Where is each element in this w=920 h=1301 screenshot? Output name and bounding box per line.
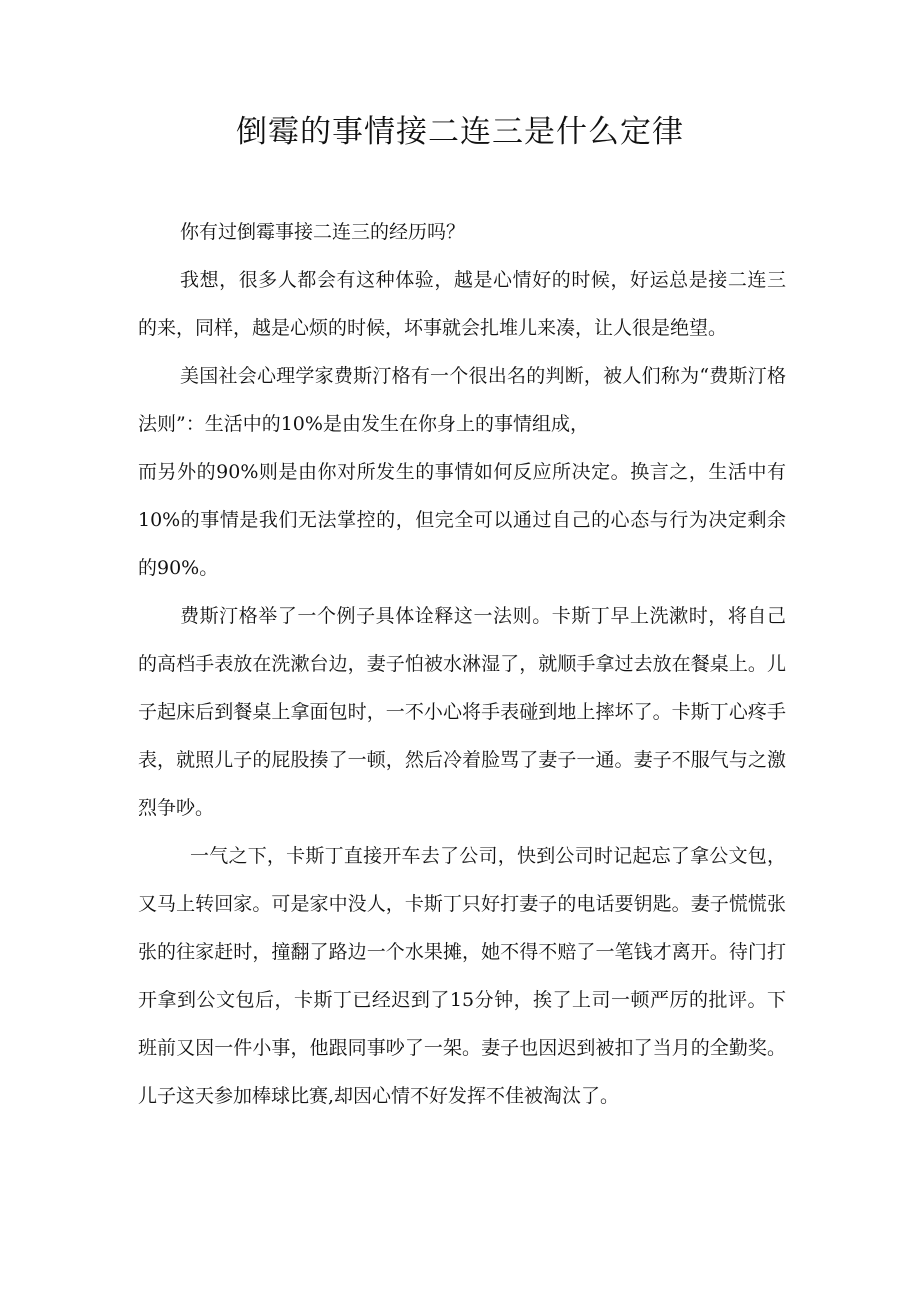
paragraph-3: 美国社会心理学家费斯汀格有一个很出名的判断，被人们称为“费斯汀格法则”：生活中的10%是由发生在你身上的事情组成， [138,365,786,435]
document-title: 倒霉的事情接二连三是什么定律 [236,114,684,150]
paragraph-5: 费斯汀格举了一个例子具体诠释这一法则。卡斯丁早上洗漱时，将自己的高档手表放在洗漱台边，妻子怕被水淋湿了，就顺手拿过去放在餐桌上。儿子起床后到餐桌上拿面包时，一不小心将手表碰到地上摔坏了。卡斯丁心疼手表，就照儿子的屁股揍了一顿，然后冷着脸骂了妻子一通。妻子不服气与之激烈争吵。 [138,605,786,819]
document-body [138,208,786,1120]
paragraph-4: 而另外的90%则是由你对所发生的事情如何反应所决定。换言之，生活中有10%的事情是我们无法掌控的，但完全可以通过自己的心态与行为决定剩余的90%。 [138,461,786,579]
paragraph-1: 你有过倒霉事接二连三的经历吗？ [180,221,466,243]
paragraph-6: 一气之下，卡斯丁直接开车去了公司，快到公司时记起忘了拿公文包，又马上转回家。可是家中没人，卡斯丁只好打妻子的电话要钥匙。妻子慌慌张张的往家赶时，撞翻了路边一个水果摊，她不得不赔了一笔钱才离开。待门打开拿到公文包后，卡斯丁已经迟到了15分钟，挨了上司一顿严厉的批评。下班前又因一件小事，他跟同事吵了一架。妻子也因迟到被扣了当月的全勤奖。儿子这天参加棒球比赛,却因心情不好发挥不佳被淘汰了。 [138,845,786,1107]
paragraph-2: 我想，很多人都会有这种体验，越是心情好的时候，好运总是接二连三的来，同样，越是心烦的时候，坏事就会扎堆儿来凑，让人很是绝望。 [138,269,786,339]
